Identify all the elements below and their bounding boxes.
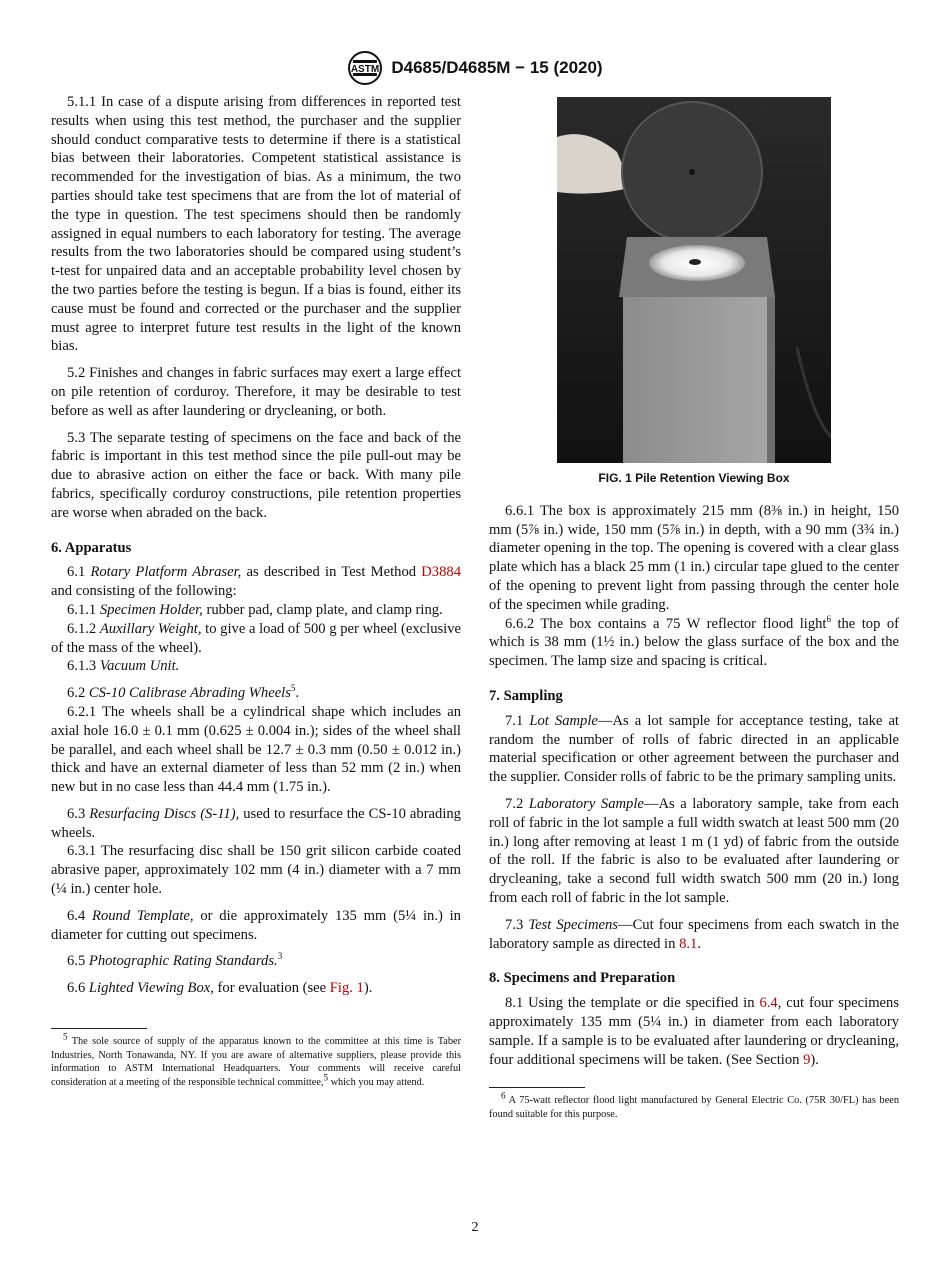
footnote-divider: [51, 1028, 147, 1029]
page-header: [0, 48, 950, 88]
paragraph-6-1-3: 6.1.3 Vacuum Unit.: [67, 658, 180, 675]
footnote-divider-right: [489, 1087, 585, 1088]
paragraph-8-1: 8.1 Using the template or die specified in 6.4, cut four specimens approximately 135 mm (5¼ in.) in diameter from each laboratory sample. If a sample is to be evaluated after laundering or drycleaning, four additional specimens will be taken. (See Section 9).: [489, 995, 900, 1068]
standard-number: D4685/D4685M − 15 (2020): [391, 58, 603, 77]
paragraph-6-3: 6.3 Resurfacing Discs (S-11), used to resurface the CS-10 abrading wheels.: [51, 805, 461, 841]
section-heading-sampling: 7. Sampling: [489, 687, 563, 704]
paragraph-6-1-1: 6.1.1 Specimen Holder, rubber pad, clamp plate, and clamp ring.: [67, 601, 443, 618]
paragraph-5-3: 5.3 The separate testing of specimens on the face and back of the fabric is important in this test method since the pile pull-out may be due to abrasive action on either the face or back. With many pile fabrics, specifically corduroy constructions, pile retention properties are worse when abraded on the back.: [51, 429, 461, 521]
link-8-1[interactable]: 8.1: [679, 935, 698, 952]
paragraph-6-2-1: 6.2.1 The wheels shall be a cylindrical shape which includes an axial hole 16.0 ± 0.1 mm (0.625 ± 0.004 in.); sides of the wheel shall be parallel, and each wheel shall be 12.7 ± 0.3 mm (0.50 ± 0.012 in.) thick and have an external diameter of less than 52 mm (2 in.) when new but in no case less than 44.4 mm (1.75 in.).: [51, 703, 461, 796]
paragraph-6-5: 6.5 Photographic Rating Standards.$^3$: [67, 951, 283, 970]
section-heading-specimens: 8. Specimens and Preparation: [489, 970, 676, 987]
footnote-6: $^6$ A 75-watt reflector flood light manufactured by General Electric Co. (75R 30/FL) has been found suitable for this purpose.: [489, 1090, 899, 1120]
paragraph-6-1-2: 6.1.2 Auxillary Weight, to give a load of 500 g per wheel (exclusive of the mass of the wheel).: [51, 620, 461, 656]
link-section-9[interactable]: 9: [803, 1051, 811, 1068]
paragraph-5-1-1: 5.1.1 In case of a dispute arising from differences in reported test results when using this test method, the purchaser and the supplier should conduct comparative tests to determine if there is a statistical bias between their laboratories. Competent statistical assistance is recommended for the investigation of bias. As a minimum, the two parties should take test specimens that are from the lot of material of the type in question. The test specimens should then be randomly assigned in equal numbers to each laboratory for testing. The average results from the two laboratories should be compared using student’s t-test for unpaired data and an acceptable probability level chosen by the two parties before the testing is begun. If a bias is found, either its cause must be found and corrected or the purchaser and the supplier must agree to interpret future test results in the light of the known bias.: [51, 94, 461, 355]
paragraph-6-3-1: 6.3.1 The resurfacing disc shall be 150 grit silicon carbide coated abrasive paper, approximately 102 mm (4 in.) diameter with a 7 mm (¼ in.) center hole.: [51, 843, 461, 898]
paragraph-7-2: 7.2 Laboratory Sample—As a laboratory sample, take from each roll of fabric in the lot sample a full width swatch at least 500 mm (20 in.) long after removing at least 1 m (1 yd) of fabric from the outside of the roll. If the fabric is also to be evaluated after laundering or drycleaning, take a second full width swatch 500 mm (20 in.) long from each roll of fabric in the lot sample.: [489, 795, 899, 906]
right-column: [489, 93, 899, 1122]
link-d3884[interactable]: D3884: [421, 564, 461, 581]
figure-photo-viewing-box: [557, 97, 831, 463]
paragraph-6-2: 6.2 CS-10 Calibrase Abrading Wheels$^5$.: [67, 683, 300, 702]
paragraph-7-3: 7.3 Test Specimens—Cut four specimens from each swatch in the laboratory sample as directed in 8.1.: [489, 916, 900, 952]
footnote-5: $^5$ The sole source of supply of the apparatus known to the committee at this time is Taber Industries, North Tonawanda, NY. If you are aware of alternative suppliers, please provide this information to ASTM International Headquarters. Your comments will receive careful consideration at a meeting of the responsible technical committee,$^5$ which you may attend.: [51, 1031, 462, 1088]
paragraph-7-1: 7.1 Lot Sample—As a lot sample for acceptance testing, take at random the number of rolls of fabric directed in an applicable material specification or other agreement between the purchaser and the supplier. Consider rolls of fabric to be the primary sampling units.: [489, 712, 899, 786]
astm-logo-icon: [347, 50, 383, 86]
link-fig-1[interactable]: Fig. 1: [329, 980, 364, 997]
paragraph-6-1: 6.1 Rotary Platform Abraser, as described in Test Method D3884 and consisting of the following:: [51, 564, 461, 600]
paragraph-6-6-1: 6.6.1 The box is approximately 215 mm (8⅜ in.) in height, 150 mm (5⅞ in.) wide, 150 mm (5⅞ in.) in depth, with a 90 mm (3¾ in.) diameter opening in the top. The opening is covered with a clear glass plate which has a black 25 mm (1 in.) circular tape glued to the center of the opening to prevent light from passing through the center hole of the specimen while grading.: [489, 502, 899, 613]
page-number: 2: [471, 1220, 479, 1235]
paragraph-6-6-2: 6.6.2 The box contains a 75 W reflector flood light$^6$ the top of which is 38 mm (1½ in.) below the glass surface of the box and the specimen. The lamp size and spacing is critical.: [489, 613, 899, 670]
link-6-4[interactable]: 6.4: [759, 995, 778, 1012]
section-heading-apparatus: 6. Apparatus: [51, 539, 132, 556]
viewing-box: [623, 297, 771, 463]
figure-caption: FIG. 1 Pile Retention Viewing Box: [598, 471, 790, 485]
left-column: [51, 93, 461, 1089]
paragraph-6-4: 6.4 Round Template, or die approximately 135 mm (5¼ in.) in diameter for cutting out specimens.: [51, 907, 461, 943]
paragraph-5-2: 5.2 Finishes and changes in fabric surfaces may exert a large effect on pile retention of corduroy. Therefore, it may be desirable to test before as well as after laundering or drycleaning, or both.: [51, 365, 461, 419]
svg-text:ASTM: ASTM: [351, 64, 380, 75]
paragraph-6-6: 6.6 Lighted Viewing Box, for evaluation (see Fig. 1).: [67, 980, 373, 997]
